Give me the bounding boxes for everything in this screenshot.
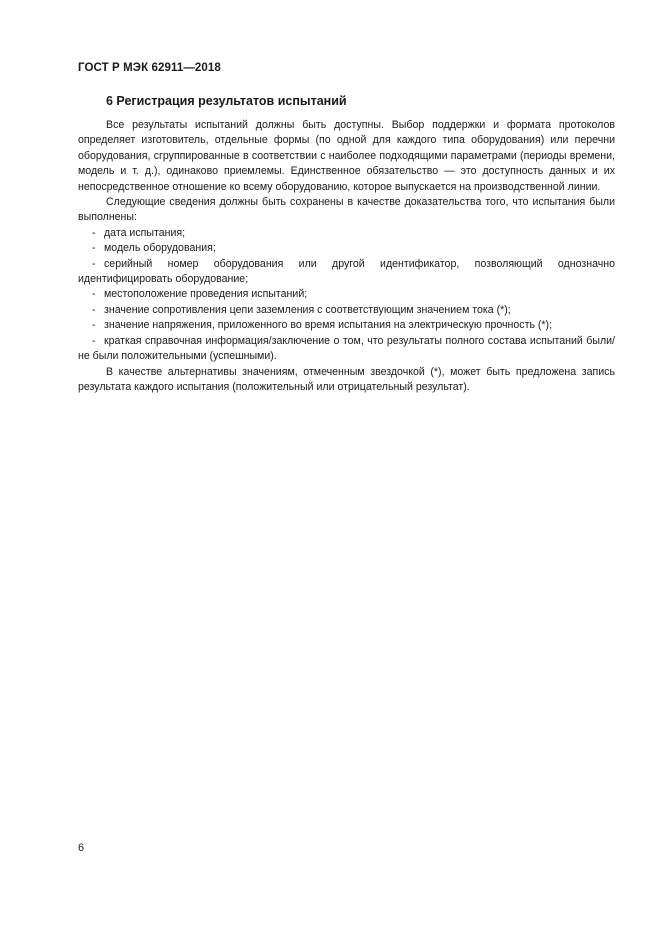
list-item (78, 226, 615, 241)
list-dash: - (92, 319, 96, 332)
list-item-text: местоположение проведения испытаний; (104, 288, 308, 301)
list-item (78, 318, 615, 333)
paragraph-required-records: Следующие сведения должны быть сохранены в качестве доказательства того, что испытания были выполнены: (78, 196, 615, 224)
list-item-text: модель оборудования; (104, 242, 216, 255)
list-item (78, 257, 615, 288)
list-item-text: краткая справочная информация/заключение о том, что результаты полного состава испытаний были/не были положительными (успешными). (78, 334, 615, 363)
list-item-text: значение сопротивления цепи заземления с соответствующим значением тока (*); (104, 303, 511, 316)
list-dash: - (92, 226, 96, 239)
section-title: 6 Регистрация результатов испытаний (106, 94, 347, 108)
list-item-text: значение напряжения, приложенного во время испытания на электрическую прочность (*); (104, 319, 553, 332)
required-records-list (78, 226, 615, 365)
list-item-text: серийный номер оборудования или другой идентификатор, позволяющий однозначно идентифицировать оборудование; (78, 257, 615, 286)
list-dash: - (92, 257, 96, 270)
page-number: 6 (78, 842, 85, 854)
list-dash: - (92, 334, 96, 347)
list-item-text: дата испытания; (104, 226, 186, 239)
list-dash: - (92, 303, 96, 316)
list-item (78, 241, 615, 256)
paragraph-alternative-record: В качестве альтернативы значениям, отмеченным звездочкой (*), может быть предложена запись результата каждого испытания (положительный или отрицательный результат). (78, 365, 615, 393)
list-item (78, 303, 615, 318)
list-dash: - (92, 242, 96, 255)
document-header: ГОСТ Р МЭК 62911—2018 (78, 62, 221, 74)
list-item (78, 334, 615, 365)
paragraph-results-availability: Все результаты испытаний должны быть доступны. Выбор поддержки и формата протоколов определяет изготовитель, отдельные формы (по одной для каждого типа оборудования) или перечни оборудования, сгруппированные в соответствии с наиболее подходящими параметрами (периоды времени, модель и т. д.), одинаково приемлемы. Единственное обязательство — это доступность данных и их непосредственное отношение ко всему оборудованию, которое выпускается на производственной линии. (78, 119, 615, 193)
list-item (78, 287, 615, 302)
section-6 (78, 93, 615, 395)
list-dash: - (92, 288, 96, 301)
